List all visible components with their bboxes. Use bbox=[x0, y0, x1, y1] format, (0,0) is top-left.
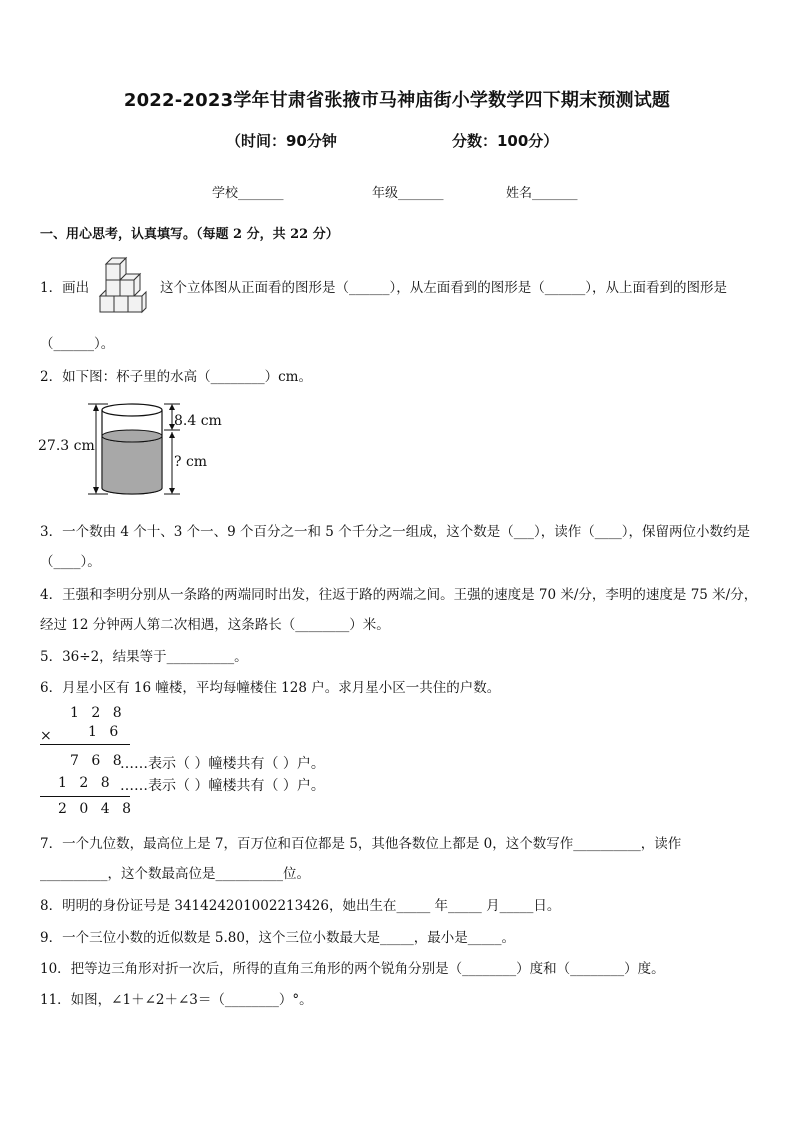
partial-product-2: 1 2 8 bbox=[58, 775, 114, 791]
question-5: 5．36÷2，结果等于__________。 bbox=[40, 649, 248, 665]
multiplier: 1 6 bbox=[88, 724, 123, 740]
exam-time: （时间：90分钟 bbox=[226, 132, 337, 150]
cup-top-gap-label: 8.4 cm bbox=[174, 413, 222, 429]
question-4-end: 经过 12 分钟两人第二次相遇，这条路长（________）米。 bbox=[40, 617, 390, 633]
partial-product-1: 7 6 8 bbox=[70, 753, 126, 769]
partial-product-1-note: ……表示（ ）幢楼共有（ ）户。 bbox=[120, 756, 325, 772]
school-field: 学校_______ bbox=[212, 186, 284, 201]
question-6: 6．月星小区有 16 幢楼，平均每幢楼住 128 户。求月星小区一共住的户数。 bbox=[40, 680, 501, 696]
question-7: 7．一个九位数，最高位上是 7，百万位和百位都是 5，其他各数位上都是 0，这个数写作__________，读作 bbox=[40, 836, 682, 852]
question-1-prefix: 1．画出 bbox=[40, 280, 90, 296]
product-result: 2 0 4 8 bbox=[58, 801, 135, 817]
page-title: 2022-2023学年甘肃省张掖市马神庙街小学数学四下期末预测试题 bbox=[123, 90, 671, 111]
question-8: 8．明明的身份证号是 341424201002213426，她出生在_____ 年_____ 月_____日。 bbox=[40, 898, 561, 914]
question-1-end: （______）。 bbox=[40, 336, 115, 352]
name-field: 姓名_______ bbox=[506, 186, 578, 201]
question-1-text: 这个立体图从正面看的图形是（______），从左面看到的图形是（______），从上面看到的图形是 bbox=[160, 280, 727, 296]
question-3-end: （____）。 bbox=[40, 554, 101, 570]
partial-product-2-note: ……表示（ ）幢楼共有（ ）户。 bbox=[120, 778, 325, 794]
section-heading: 一、用心思考，认真填写。（每题 2 分，共 22 分） bbox=[40, 227, 339, 242]
question-10: 10．把等边三角形对折一次后，所得的直角三角形的两个锐角分别是（________）度和（________）度。 bbox=[40, 961, 665, 977]
calc-line-2 bbox=[40, 796, 130, 797]
times-sign: × bbox=[40, 728, 56, 744]
cup-total-height-label: 27.3 cm bbox=[38, 438, 95, 454]
grade-field: 年级_______ bbox=[372, 186, 444, 201]
question-4: 4．王强和李明分别从一条路的两端同时出发，往返于路的两端之间。王强的速度是 70 米/分，李明的速度是 75 米/分， bbox=[40, 587, 758, 603]
question-2: 2．如下图：杯子里的水高（________）cm。 bbox=[40, 369, 312, 385]
question-11: 11．如图，∠1＋∠2＋∠3＝（________）°。 bbox=[40, 992, 313, 1008]
exam-score: 分数：100分） bbox=[452, 132, 559, 150]
cube-figure-icon bbox=[96, 256, 152, 316]
cup-water-height-label: ? cm bbox=[174, 454, 208, 470]
calc-line-1 bbox=[40, 744, 130, 745]
multiplicand: 1 2 8 bbox=[70, 705, 126, 721]
question-3: 3．一个数由 4 个十、3 个一、9 个百分之一和 5 个千分之一组成，这个数是（___），读作（____），保留两位小数约是 bbox=[40, 524, 750, 540]
question-7-end: __________，这个数最高位是__________位。 bbox=[40, 866, 310, 882]
question-9: 9．一个三位小数的近似数是 5.80，这个三位小数最大是_____，最小是_____。 bbox=[40, 930, 515, 946]
